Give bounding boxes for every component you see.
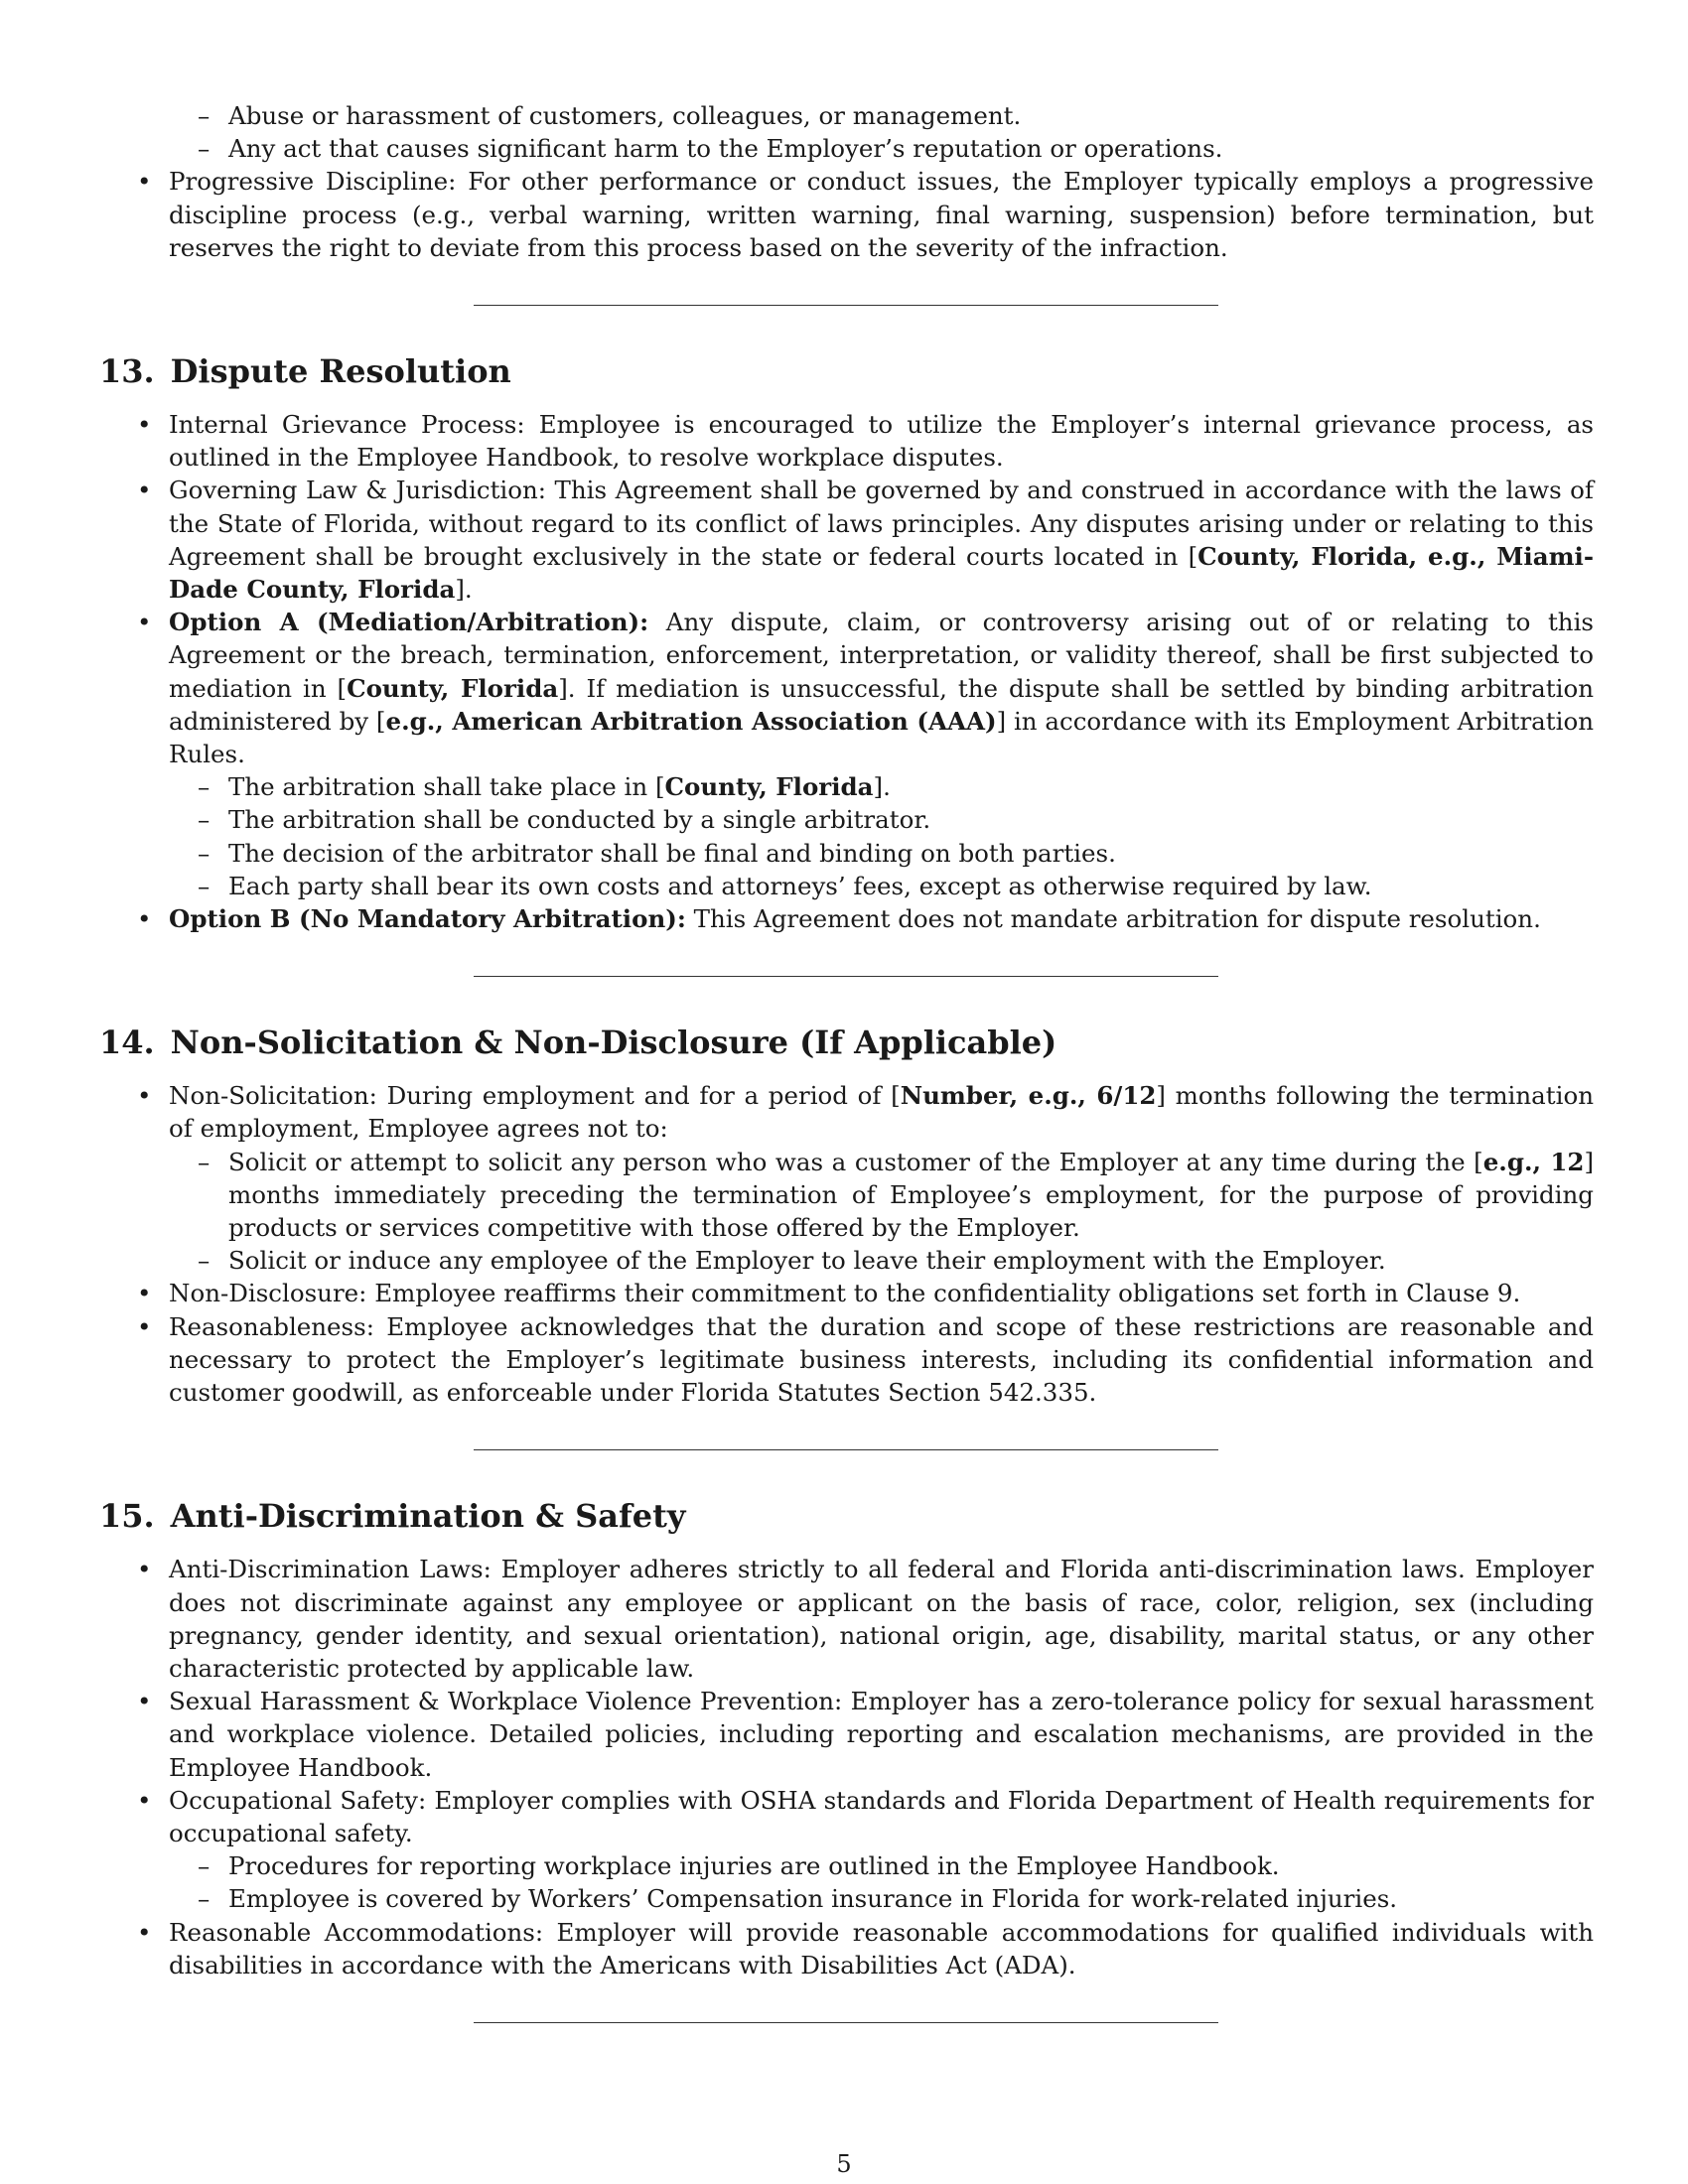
list-item: – The arbitration shall be conducted by a single arbitrator. (99, 803, 1594, 836)
list-item: – Abuse or harassment of customers, colleagues, or management. (99, 99, 1594, 132)
page-number: 5 (836, 2150, 852, 2178)
list-item: • Non-Solicitation: During employment and for a period of [Number, e.g., 6/12] months following the termination of employment, Employee agrees not to: (99, 1079, 1594, 1145)
list-item: – Each party shall bear its own costs and attorneys’ fees, except as otherwise required by law. (99, 870, 1594, 902)
section-divider (474, 1449, 1218, 1450)
section-heading-13: 13. Dispute Resolution (99, 352, 511, 391)
section-14-list (99, 1079, 1594, 1409)
top-continuation (99, 99, 1594, 264)
section-divider (474, 2022, 1218, 2023)
list-item: – Solicit or induce any employee of the Employer to leave their employment with the Employer. (99, 1244, 1594, 1277)
list-item: • Sexual Harassment & Workplace Violence Prevention: Employer has a zero-tolerance policy for sexual harassment and workplace violence. Detailed policies, including reporting and escalation mechanisms, are provided in the Employee Handbook. (99, 1685, 1594, 1784)
section-heading-15: 15. Anti-Discrimination & Safety (99, 1497, 686, 1536)
document-page (99, 99, 1594, 2023)
list-item: – The decision of the arbitrator shall be final and binding on both parties. (99, 837, 1594, 870)
list-item: • Reasonableness: Employee acknowledges that the duration and scope of these restrictions are reasonable and necessary to protect the Employer’s legitimate business interests, including its confidential information and customer goodwill, as enforceable under Florida Statutes Section 542.335. (99, 1310, 1594, 1410)
list-item: – Employee is covered by Workers’ Compensation insurance in Florida for work-related injuries. (99, 1882, 1594, 1915)
list-item: • Option B (No Mandatory Arbitration): This Agreement does not mandate arbitration for dispute resolution. (99, 902, 1594, 935)
list-item: – Solicit or attempt to solicit any person who was a customer of the Employer at any time during the [e.g., 12] months immediately preceding the termination of Employee’s employment, for the purpose of providing products or services competitive with those offered by the Employer. (99, 1146, 1594, 1245)
list-item: – Procedures for reporting workplace injuries are outlined in the Employee Handbook. (99, 1849, 1594, 1882)
list-item: • Progressive Discipline: For other performance or conduct issues, the Employer typically employs a progressive discipline process (e.g., verbal warning, written warning, final warning, suspension) before termination, but reserves the right to deviate from this process based on the severity of the infraction. (99, 165, 1594, 264)
section-15-list (99, 1553, 1594, 1981)
list-item: – Any act that causes significant harm to the Employer’s reputation or operations. (99, 132, 1594, 165)
list-item: • Anti-Discrimination Laws: Employer adheres strictly to all federal and Florida anti-discrimination laws. Employer does not discriminate against any employee or applicant on the basis of race, color, religion, sex (including pregnancy, gender identity, and sexual orientation), national origin, age, disability, marital status, or any other characteristic protected by applicable law. (99, 1553, 1594, 1685)
list-item: – The arbitration shall take place in [County, Florida]. (99, 770, 1594, 803)
section-heading-14: 14. Non-Solicitation & Non-Disclosure (If Applicable) (99, 1024, 1057, 1062)
list-item: • Non-Disclosure: Employee reaffirms their commitment to the confidentiality obligations set forth in Clause 9. (99, 1277, 1594, 1309)
section-divider (474, 976, 1218, 977)
section-divider (474, 305, 1218, 306)
section-13-list (99, 408, 1594, 935)
list-item: • Governing Law & Jurisdiction: This Agreement shall be governed by and construed in accordance with the laws of the State of Florida, without regard to its conflict of laws principles. Any disputes arising under or relating to this Agreement shall be brought exclusively in the state or federal courts located in [County, Florida, e.g., Miami-Dade County, Florida]. (99, 474, 1594, 606)
list-item: • Reasonable Accommodations: Employer will provide reasonable accommodations for qualified individuals with disabilities in accordance with the Americans with Disabilities Act (ADA). (99, 1916, 1594, 1981)
list-item: • Internal Grievance Process: Employee is encouraged to utilize the Employer’s internal grievance process, as outlined in the Employee Handbook, to resolve workplace disputes. (99, 408, 1594, 474)
list-item: • Option A (Mediation/Arbitration): Any dispute, claim, or controversy arising out of or relating to this Agreement or the breach, termination, enforcement, interpretation, or validity thereof, shall be first subjected to mediation in [County, Florida]. If mediation is unsuccessful, the dispute shall be settled by binding arbitration administered by [e.g., American Arbitration Association (AAA)] in accordance with its Employment Arbitration Rules. (99, 606, 1594, 770)
list-item: • Occupational Safety: Employer complies with OSHA standards and Florida Department of Health requirements for occupational safety. (99, 1784, 1594, 1849)
